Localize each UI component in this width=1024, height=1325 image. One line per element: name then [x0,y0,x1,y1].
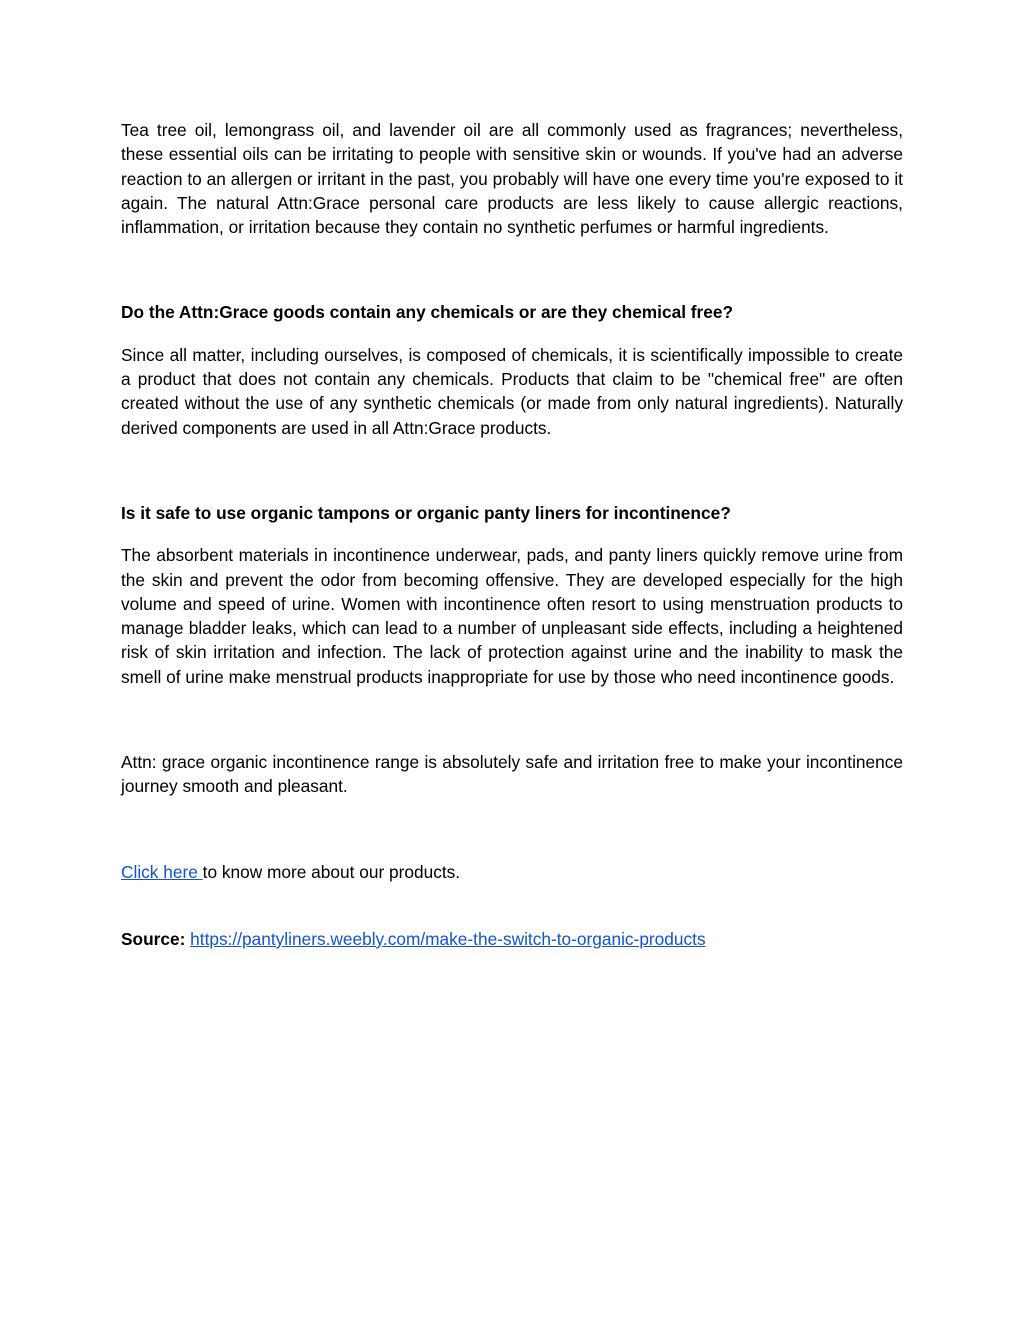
paragraph-incontinence: The absorbent materials in incontinence underwear, pads, and panty liners quickly remove urine from the skin and prevent the odor from becoming offensive. They are developed especially for the high volume and speed of urine. Women with incontinence often resort to using menstruation products to manage bladder leaks, which can lead to a number of unpleasant side effects, including a heightened risk of skin irritation and infection. The lack of protection against urine and the inability to mask the smell of urine make menstrual products inappropriate for use by those who need incontinence goods. [121,545,903,687]
source-link[interactable]: https://pantyliners.weebly.com/make-the-switch-to-organic-products [190,928,706,949]
section-heading-incontinence: Is it safe to use organic tampons or organic panty liners for incontinence? [121,502,731,523]
document-page [121,118,903,951]
click-here-link[interactable]: Click here [121,861,203,882]
paragraph-fragrances: Tea tree oil, lemongrass oil, and lavender oil are all commonly used as fragrances; nevertheless, these essential oils can be irritating to people with sensitive skin or wounds. If you've had an adverse reaction to an allergen or irritant in the past, you probably will have one every time you're exposed to it again. The natural Attn:Grace personal care products are less likely to cause allergic reactions, inflammation, or irritation because they contain no synthetic perfumes or harmful ingredients. [121,120,903,238]
section-heading-chemicals: Do the Attn:Grace goods contain any chemicals or are they chemical free? [121,302,734,323]
source-line [121,927,903,951]
cta-line [121,860,903,884]
cta-text: to know more about our products. [202,861,461,882]
source-label: Source: [121,928,186,949]
paragraph-chemicals: Since all matter, including ourselves, is composed of chemicals, it is scientifically impossible to create a product that does not contain any chemicals. Products that claim to be "chemical free" are often created without the use of any synthetic chemicals (or made from only natural ingredients). Naturally derived components are used in all Attn:Grace products. [121,344,903,438]
paragraph-safety: Attn: grace organic incontinence range is absolutely safe and irritation free to make your incontinence journey smooth and pleasant. [121,752,903,797]
